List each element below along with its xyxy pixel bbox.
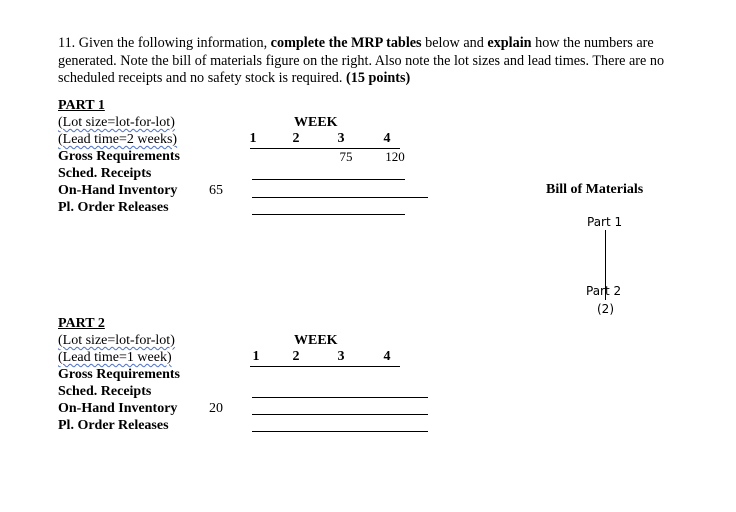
bom-child-qty: (2) bbox=[597, 302, 614, 316]
bom-title: Bill of Materials bbox=[546, 182, 644, 197]
part1-week-3: 3 bbox=[337, 131, 345, 146]
part2-week-2: 2 bbox=[292, 349, 300, 364]
part2-sched-label: Sched. Receipts bbox=[58, 384, 152, 399]
part1-week-label: WEEK bbox=[294, 115, 338, 130]
part1-title: PART 1 bbox=[58, 98, 105, 113]
question-emphasis-2: explain bbox=[487, 35, 532, 51]
part1-onhand-line bbox=[252, 197, 428, 198]
part2-week-underline bbox=[250, 366, 400, 367]
bom-child-node: Part 2 bbox=[586, 284, 622, 298]
part1-week-2: 2 bbox=[292, 131, 300, 146]
part1-gross-week-4: 120 bbox=[385, 149, 405, 164]
question-number: 11. bbox=[58, 35, 76, 51]
part1-week-4: 4 bbox=[383, 131, 391, 146]
part2-planned-label: Pl. Order Releases bbox=[58, 418, 169, 433]
part2-gross-label: Gross Requirements bbox=[58, 367, 180, 382]
question-text-3: how the numbers are generated. Note the bill of materials figure on the right. Also note the lot sizes and lead times. There are no scheduled receipts and no safety stock is required. bbox=[58, 35, 665, 86]
part2-lead-time: (Lead time=1 week) bbox=[58, 350, 172, 365]
part1-lot-size: (Lot size=lot-for-lot) bbox=[58, 115, 175, 130]
part1-sched-line bbox=[252, 179, 405, 180]
part1-gross-week-3: 75 bbox=[339, 149, 353, 164]
question-points: (15 points) bbox=[346, 70, 411, 86]
part1-sched-label: Sched. Receipts bbox=[58, 166, 152, 181]
question-text-1: Given the following information, bbox=[78, 35, 268, 51]
part1-planned-label: Pl. Order Releases bbox=[58, 200, 169, 215]
part2-lot-size: (Lot size=lot-for-lot) bbox=[58, 333, 175, 348]
question-emphasis-1: complete the MRP tables bbox=[270, 35, 422, 51]
part2-week-label: WEEK bbox=[294, 333, 338, 348]
part2-week-4: 4 bbox=[383, 349, 391, 364]
question-text bbox=[58, 35, 688, 88]
part1-week-1: 1 bbox=[249, 131, 257, 146]
bom-parent-node: Part 1 bbox=[587, 215, 623, 229]
part2-onhand-label: On-Hand Inventory bbox=[58, 401, 178, 416]
part2-title: PART 2 bbox=[58, 316, 105, 331]
part1-gross-label: Gross Requirements bbox=[58, 149, 180, 164]
part1-planned-line bbox=[252, 214, 405, 215]
part2-planned-line bbox=[252, 431, 428, 432]
part2-onhand-line bbox=[252, 414, 428, 415]
part1-lead-time: (Lead time=2 weeks) bbox=[58, 132, 178, 147]
part2-sched-line bbox=[252, 397, 428, 398]
part1-onhand-initial: 65 bbox=[209, 183, 223, 198]
question-text-2: below and bbox=[425, 35, 484, 51]
part1-onhand-label: On-Hand Inventory bbox=[58, 183, 178, 198]
part2-onhand-initial: 20 bbox=[209, 401, 223, 416]
part2-week-3: 3 bbox=[337, 349, 345, 364]
part2-week-1: 1 bbox=[252, 349, 260, 364]
